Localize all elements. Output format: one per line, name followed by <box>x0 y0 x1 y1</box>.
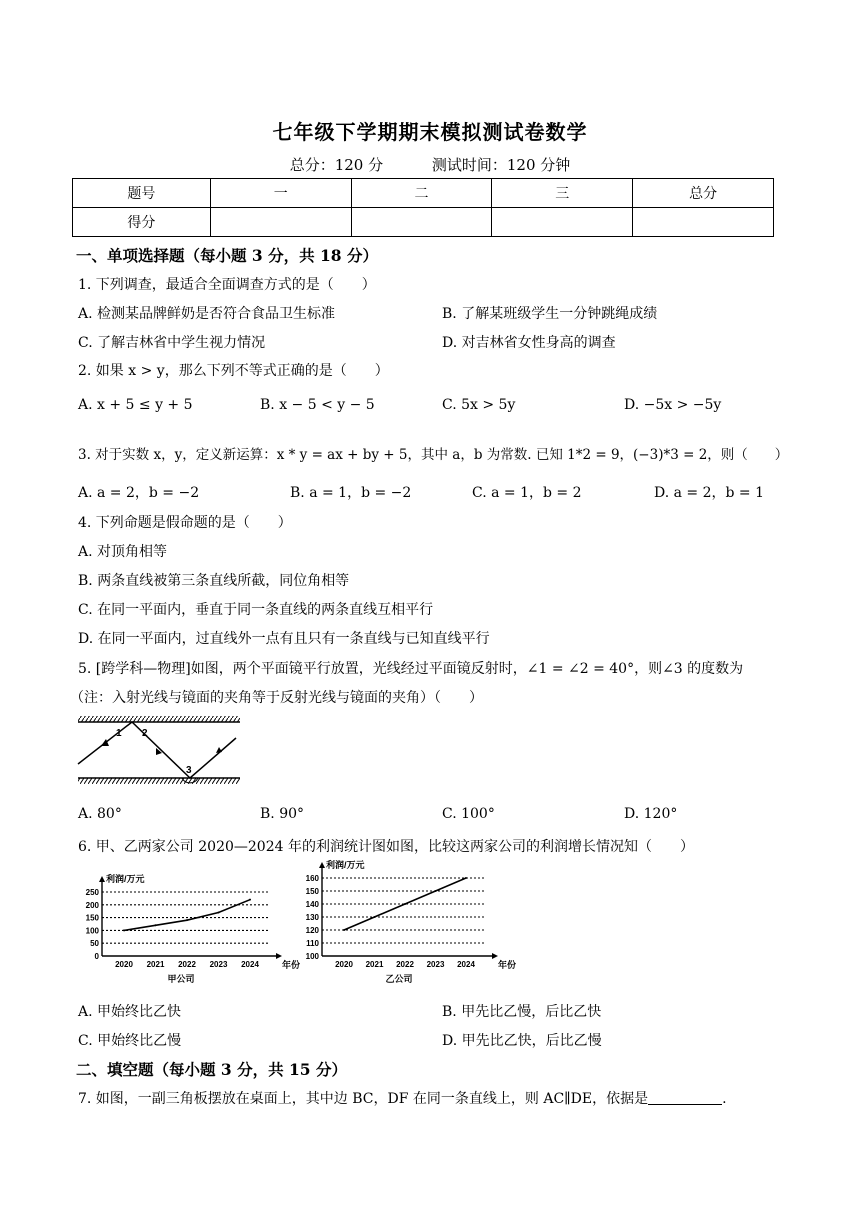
data-point <box>374 916 376 918</box>
chart-title: 甲公司 <box>167 974 195 984</box>
option: A. 80° <box>78 806 122 822</box>
score-header-cell: 题号 <box>73 179 211 208</box>
y-tick-label: 200 <box>85 900 99 910</box>
score-header-row <box>73 179 774 208</box>
question-stem: 5. [跨学科—物理]如图，两个平面镜平行放置，光线经过平面镜反射时，∠1 = ∠2 = 40°，则∠3 的度数为 <box>78 661 744 677</box>
option: C. 5x > 5y <box>442 397 516 413</box>
option: D. 甲先比乙快，后比乙慢 <box>442 1033 602 1049</box>
x-axis-arrow-icon <box>276 953 282 959</box>
section-heading: 二、填空题（每小题 3 分，共 15 分） <box>76 1060 347 1079</box>
x-tick-label: 2020 <box>335 960 353 969</box>
score-row <box>73 208 774 237</box>
score-table <box>72 178 774 237</box>
y-axis-label: 利润/万元 <box>326 860 365 870</box>
total-score: 总分：120 分 <box>289 156 384 174</box>
x-tick-label: 2020 <box>115 960 133 969</box>
question-stem <box>78 1088 727 1108</box>
y-tick-label: 130 <box>305 913 319 922</box>
option: C. a = 1，b = 2 <box>472 485 582 501</box>
exam-time: 测试时间：120 分钟 <box>431 156 571 174</box>
option: A. x + 5 ≤ y + 5 <box>78 397 193 413</box>
y-tick-label: 100 <box>85 926 99 936</box>
angle-label: 3 <box>186 765 192 776</box>
option: A. 检测某品牌鲜奶是否符合食品卫生标准 <box>78 306 336 322</box>
answer-blank[interactable] <box>648 1090 722 1105</box>
section-heading: 一、单项选择题（每小题 3 分，共 18 分） <box>76 246 378 265</box>
x-tick-label: 2021 <box>365 960 384 969</box>
option: C. 100° <box>442 806 495 822</box>
data-point <box>465 877 467 879</box>
question-text: 7. 如图，一副三角板摆放在桌面上，其中边 BC，DF 在同一条直线上，则 AC∥DE，依据是 <box>78 1091 649 1107</box>
option: A. 对顶角相等 <box>78 544 168 560</box>
chart-title: 乙公司 <box>385 974 413 984</box>
score-cell[interactable] <box>492 208 633 237</box>
option: C. 甲始终比乙慢 <box>78 1033 182 1049</box>
data-point <box>343 929 345 931</box>
score-cell[interactable] <box>210 208 351 237</box>
angle-label: 1 <box>116 728 122 739</box>
question-stem: 2. 如果 x > y，那么下列不等式正确的是（ ） <box>78 363 389 379</box>
top-mirror-hatch <box>78 716 240 722</box>
option: B. 了解某班级学生一分钟跳绳成绩 <box>442 306 658 322</box>
score-row-label: 得分 <box>73 208 211 237</box>
x-axis-arrow-icon <box>492 953 498 959</box>
y-tick-label: 100 <box>305 952 319 961</box>
score-header-cell: 总分 <box>633 179 774 208</box>
angle-label: 2 <box>142 728 148 739</box>
score-header-cell: 一 <box>210 179 351 208</box>
x-tick-label: 2022 <box>396 960 414 969</box>
option: B. x − 5 < y − 5 <box>260 397 375 413</box>
question-stem: 3. 对于实数 x，y，定义新运算：x * y = ax + by + 5，其中 a，b 为常数. 已知 1*2 = 9，(−3)*3 = 2，则（ ） <box>78 447 789 463</box>
x-tick-label: 2023 <box>209 960 228 969</box>
x-tick-label: 2023 <box>426 960 445 969</box>
option: B. 两条直线被第三条直线所截，同位角相等 <box>78 573 350 589</box>
y-tick-label: 110 <box>306 939 319 948</box>
y-tick-label: 160 <box>305 874 319 883</box>
option: D. a = 2，b = 1 <box>654 485 765 501</box>
y-tick-label: 150 <box>85 913 99 923</box>
page-title: 七年级下学期期末模拟测试卷数学 <box>272 120 588 144</box>
y-axis-label: 利润/万元 <box>106 874 145 884</box>
chart-yi <box>294 860 517 990</box>
option: A. a = 2，b = −2 <box>78 485 200 501</box>
chart-jia <box>72 862 302 990</box>
y-tick-label: 120 <box>305 926 319 935</box>
data-point <box>249 899 251 901</box>
score-header-cell: 二 <box>351 179 492 208</box>
y-axis-arrow-icon <box>319 862 325 868</box>
question-stem: 4. 下列命题是假命题的是（ ） <box>78 515 292 531</box>
exam-meta <box>0 154 860 175</box>
option: C. 在同一平面内，垂直于同一条直线的两条直线互相平行 <box>78 602 434 618</box>
x-tick-label: 2024 <box>457 960 475 969</box>
option: B. 甲先比乙慢，后比乙快 <box>442 1004 602 1020</box>
option: D. −5x > −5y <box>624 397 722 413</box>
score-cell[interactable] <box>351 208 492 237</box>
x-tick-label: 2024 <box>241 960 259 969</box>
y-tick-label: 250 <box>85 888 99 897</box>
question-stem: 6. 甲、乙两家公司 2020—2024 年的利润统计图如图，比较这两家公司的利润增长情况知（ ） <box>78 839 694 855</box>
question-stem: 1. 下列调查，最适合全面调查方式的是（ ） <box>78 277 376 293</box>
x-axis-label: 年份 <box>282 960 301 970</box>
option: A. 甲始终比乙快 <box>78 1004 182 1020</box>
score-header-cell: 三 <box>492 179 633 208</box>
data-point <box>186 919 188 921</box>
x-tick-label: 2021 <box>146 960 165 969</box>
question-end: . <box>722 1091 727 1107</box>
data-point <box>435 890 437 892</box>
option: D. 120° <box>624 806 678 822</box>
data-point <box>218 911 220 913</box>
data-point <box>404 903 406 905</box>
option: C. 了解吉林省中学生视力情况 <box>78 335 266 351</box>
y-tick-label: 150 <box>305 887 319 896</box>
bottom-mirror-hatch <box>78 778 240 784</box>
data-point <box>123 929 125 931</box>
y-tick-label: 0 <box>94 952 99 961</box>
y-tick-label: 140 <box>305 900 319 909</box>
option: B. 90° <box>260 806 305 822</box>
question-stem-note: （注：入射光线与镜面的夹角等于反射光线与镜面的夹角）（ ） <box>70 690 483 706</box>
mirror-figure <box>76 712 242 790</box>
option: D. 对吉林省女性身高的调查 <box>442 335 616 351</box>
y-tick-label: 50 <box>90 939 99 949</box>
option: D. 在同一平面内，过直线外一点有且只有一条直线与已知直线平行 <box>78 631 490 647</box>
score-cell[interactable] <box>633 208 774 237</box>
x-tick-label: 2022 <box>178 960 196 969</box>
option: B. a = 1，b = −2 <box>290 485 412 501</box>
y-axis-arrow-icon <box>99 876 105 882</box>
x-axis-label: 年份 <box>498 960 517 970</box>
data-point <box>155 924 157 926</box>
